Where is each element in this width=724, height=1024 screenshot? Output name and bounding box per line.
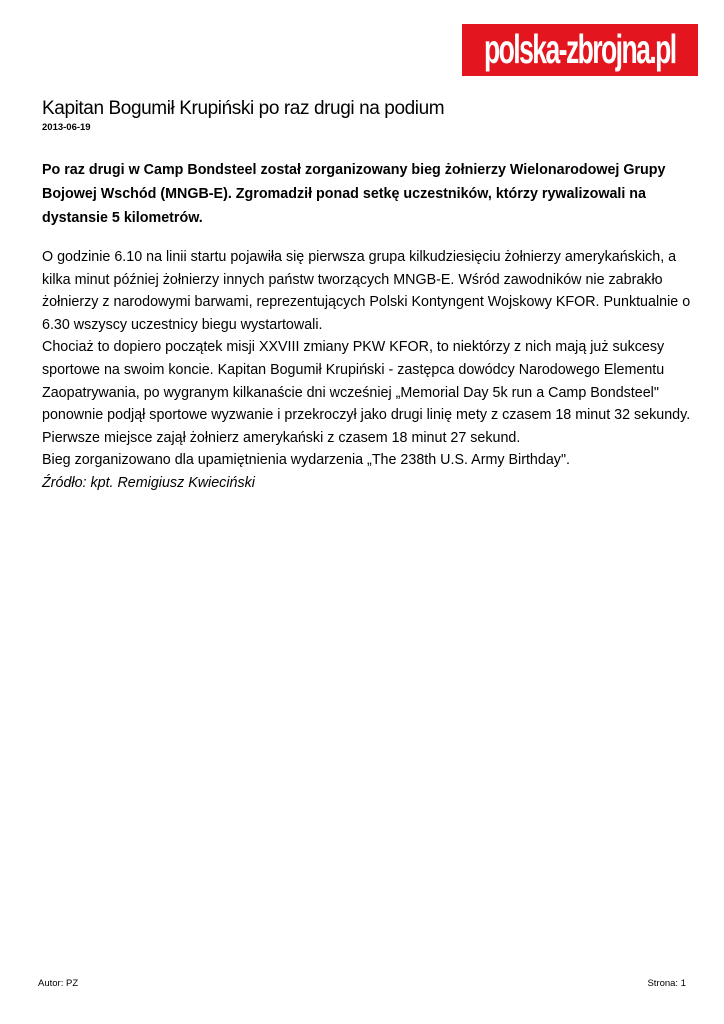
- logo-text: polska-zbrojna.pl: [484, 26, 676, 73]
- footer-author: Autor: PZ: [38, 978, 79, 989]
- article-source: Źródło: kpt. Remigiusz Kwieciński: [42, 474, 255, 491]
- article-paragraph: Chociaż to dopiero początek misji XXVIII zmiany PKW KFOR, to niektórzy z nich mają już sukcesy sportowe na swoim koncie. Kapitan Bogumił Krupiński - zastępca dowódcy Narodowego Elementu Zaopatrywania, po wygranym kilkanaście dni wcześniej „Memorial Day 5k run a Camp Bondsteel" ponownie podjął sportowe wyzwanie i przekroczył jako drugi linię mety z czasem 18 minut 32 sekundy. Pierwsze miejsce zajął żołnierz amerykański z czasem 18 minut 27 sekund.: [42, 339, 691, 446]
- footer-page-number: Strona: 1: [647, 978, 686, 989]
- article-body: [42, 246, 697, 495]
- article-date: 2013-06-19: [42, 122, 91, 133]
- article-paragraph: O godzinie 6.10 na linii startu pojawiła się pierwsza grupa kilkudziesięciu żołnierzy amerykańskich, a kilka minut później żołnierzy innych państw tworzących MNGB-E. Wśród zawodników nie zabrakło żołnierzy z narodowymi barwami, reprezentujących Polski Kontyngent Wojskowy KFOR. Punktualnie o 6.30 wszyscy uczestnicy biegu wystartowali.: [42, 249, 691, 333]
- site-logo[interactable]: [462, 24, 698, 76]
- article-title: Kapitan Bogumił Krupiński po raz drugi na podium: [42, 98, 445, 119]
- article-lead: Po raz drugi w Camp Bondsteel został zorganizowany bieg żołnierzy Wielonarodowej Grupy Bojowej Wschód (MNGB-E). Zgromadził ponad setkę uczestników, którzy rywalizowali na dystansie 5 kilometrów.: [42, 162, 666, 226]
- article-paragraph: Bieg zorganizowano dla upamiętnienia wydarzenia „The 238th U.S. Army Birthday".: [42, 452, 570, 469]
